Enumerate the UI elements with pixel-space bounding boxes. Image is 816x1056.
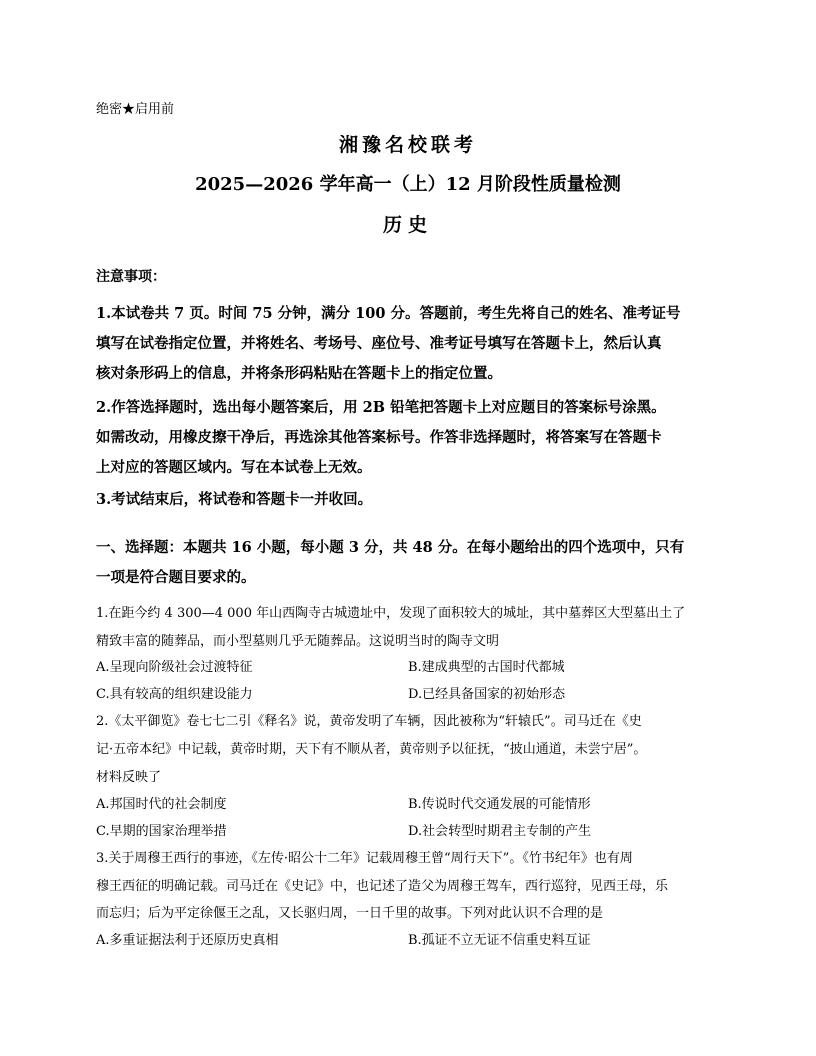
notice-heading: 注意事项： xyxy=(96,269,166,285)
question-1-option-b: B.建成典型的古国时代都城 xyxy=(408,660,565,675)
section-heading: 一项是符合题目要求的。 xyxy=(96,569,256,586)
question-1-stem: 精致丰富的随葬品，而小型墓则几乎无随葬品。这说明当时的陶寺文明 xyxy=(96,634,500,649)
question-1-option-c: C.具有较高的组织建设能力 xyxy=(96,687,253,702)
question-2-stem: 记·五帝本纪》中记载，黄帝时期，天下有不顺从者，黄帝则予以征抚，“披山通道，未尝宁居”。 xyxy=(96,742,647,757)
question-2-stem: 2.《太平御览》卷七七二引《释名》说，黄帝发明了车辆，因此被称为“轩辕氏”。司马迁在《史 xyxy=(96,714,642,729)
question-3-option-b: B.孤证不立无证不信重史料互证 xyxy=(408,933,591,948)
question-1-option-d: D.已经具备国家的初始形态 xyxy=(408,687,566,702)
question-2-option-d: D.社会转型时期君主专制的产生 xyxy=(408,824,592,839)
exam-name: 湘豫名校联考 xyxy=(338,134,477,156)
question-3-stem: 穆王西征的明确记载。司马迁在《史记》中，也记述了造父为周穆王驾车，西行巡狩，见西王母，乐 xyxy=(96,879,669,894)
question-1-option-a: A.呈现向阶级社会过渡特征 xyxy=(96,660,253,675)
question-2-option-c: C.早期的国家治理举措 xyxy=(96,824,227,839)
notice-line: 如需改动，用橡皮擦干净后，再选涂其他答案标号。作答非选择题时，将答案写在答题卡 xyxy=(96,429,662,446)
question-2-option-b: B.传说时代交通发展的可能情形 xyxy=(408,797,591,812)
notice-line: 2.作答选择题时，选出每小题答案后，用 2B 铅笔把答题卡上对应题目的答案标号涂黑。 xyxy=(96,399,666,416)
exam-subtitle: 2025—2026 学年高一（上）12 月阶段性质量检测 xyxy=(195,174,621,195)
notice-line: 核对条形码上的信息，并将条形码粘贴在答题卡上的指定位置。 xyxy=(96,365,502,382)
notice-line: 3.考试结束后，将试卷和答题卡一并收回。 xyxy=(96,491,373,508)
question-3-stem: 而忘归；后为平定徐偃王之乱，又长驱归周，一日千里的故事。下列对此认识不合理的是 xyxy=(96,906,604,921)
question-3-option-a: A.多重证据法利于还原历史真相 xyxy=(96,933,279,948)
section-heading: 一、选择题：本题共 16 小题，每小题 3 分，共 48 分。在每小题给出的四个选项中，只有 xyxy=(96,539,685,556)
notice-line: 填写在试卷指定位置，并将姓名、考场号、座位号、准考证号填写在答题卡上，然后认真 xyxy=(96,335,662,352)
question-3-stem: 3.关于周穆王西行的事迹，《左传·昭公十二年》记载周穆王曾“周行天下”。《竹书纪年》也有周 xyxy=(96,851,633,866)
question-2-stem: 材料反映了 xyxy=(96,770,162,785)
secret-label: 绝密★启用前 xyxy=(96,102,175,117)
question-1-stem: 1.在距今约 4 300—4 000 年山西陶寺古城遗址中，发现了面积较大的城址，其中墓葬区大型墓出土了 xyxy=(96,606,686,621)
subject-title: 历史 xyxy=(382,214,433,236)
notice-line: 1.本试卷共 7 页。时间 75 分钟，满分 100 分。答题前，考生先将自己的姓名、准考证号 xyxy=(96,305,681,322)
notice-line: 上对应的答题区域内。写在本试卷上无效。 xyxy=(96,459,372,476)
question-2-option-a: A.邦国时代的社会制度 xyxy=(96,797,227,812)
